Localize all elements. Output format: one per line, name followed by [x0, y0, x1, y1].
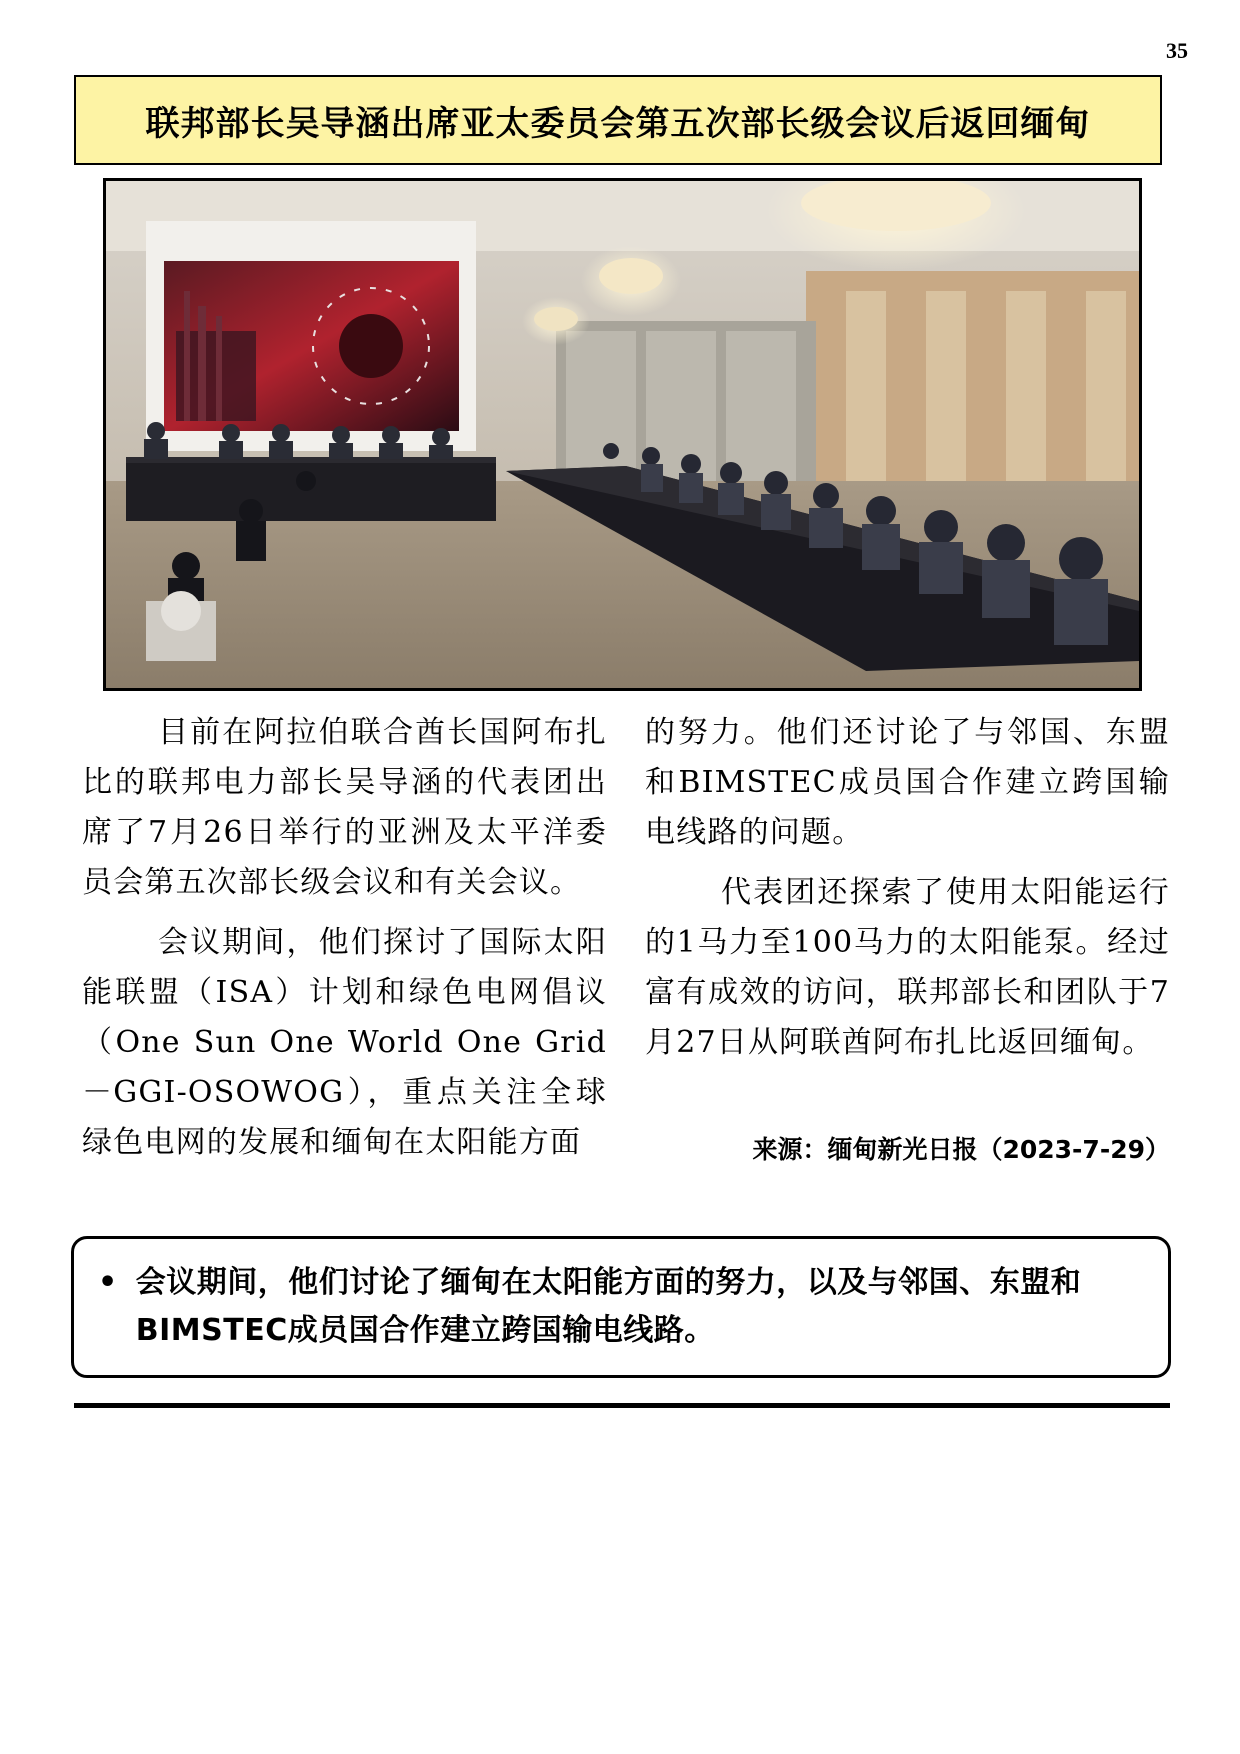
- conference-photo-illustration: [106, 181, 1139, 688]
- summary-bullet-item: [98, 1259, 1144, 1355]
- article-title: 联邦部长吴导涵出席亚太委员会第五次部长级会议后返回缅甸: [145, 103, 1091, 144]
- bullet-icon: •: [98, 1265, 118, 1300]
- conference-photo: [103, 178, 1142, 691]
- article-source: 来源：缅甸新光日报（2023-7-29）: [752, 1135, 1170, 1164]
- summary-text: 会议期间，他们讨论了缅甸在太阳能方面的努力，以及与邻国、东盟和BIMSTEC成员国合作建立跨国输电线路。: [135, 1265, 1082, 1348]
- page-number: 35: [1166, 38, 1188, 63]
- article-paragraph: 会议期间，他们探讨了国际太阳能联盟（ISA）计划和绿色电网倡议（One Sun One World One Grid－GGI-OSOWOG），重点关注全球绿色电网的发展和缅甸在太阳能方面: [82, 925, 607, 1160]
- article-paragraph: 代表团还探索了使用太阳能运行的1马力至100马力的太阳能泵。经过富有成效的访问，联邦部长和团队于7月27日从阿联酋阿布扎比返回缅甸。: [645, 875, 1170, 1060]
- title-box: [74, 75, 1162, 165]
- article-paragraph: 的努力。他们还讨论了与邻国、东盟和BIMSTEC成员国合作建立跨国输电线路的问题。: [645, 715, 1170, 850]
- summary-box: [71, 1236, 1171, 1378]
- article-column-right: [645, 708, 1170, 1078]
- divider-rule: [74, 1403, 1170, 1408]
- article-column-left: [82, 708, 607, 1178]
- article-paragraph: 目前在阿拉伯联合酋长国阿布扎比的联邦电力部长吴导涵的代表团出席了7月26日举行的亚洲及太平洋委员会第五次部长级会议和有关会议。: [82, 715, 607, 900]
